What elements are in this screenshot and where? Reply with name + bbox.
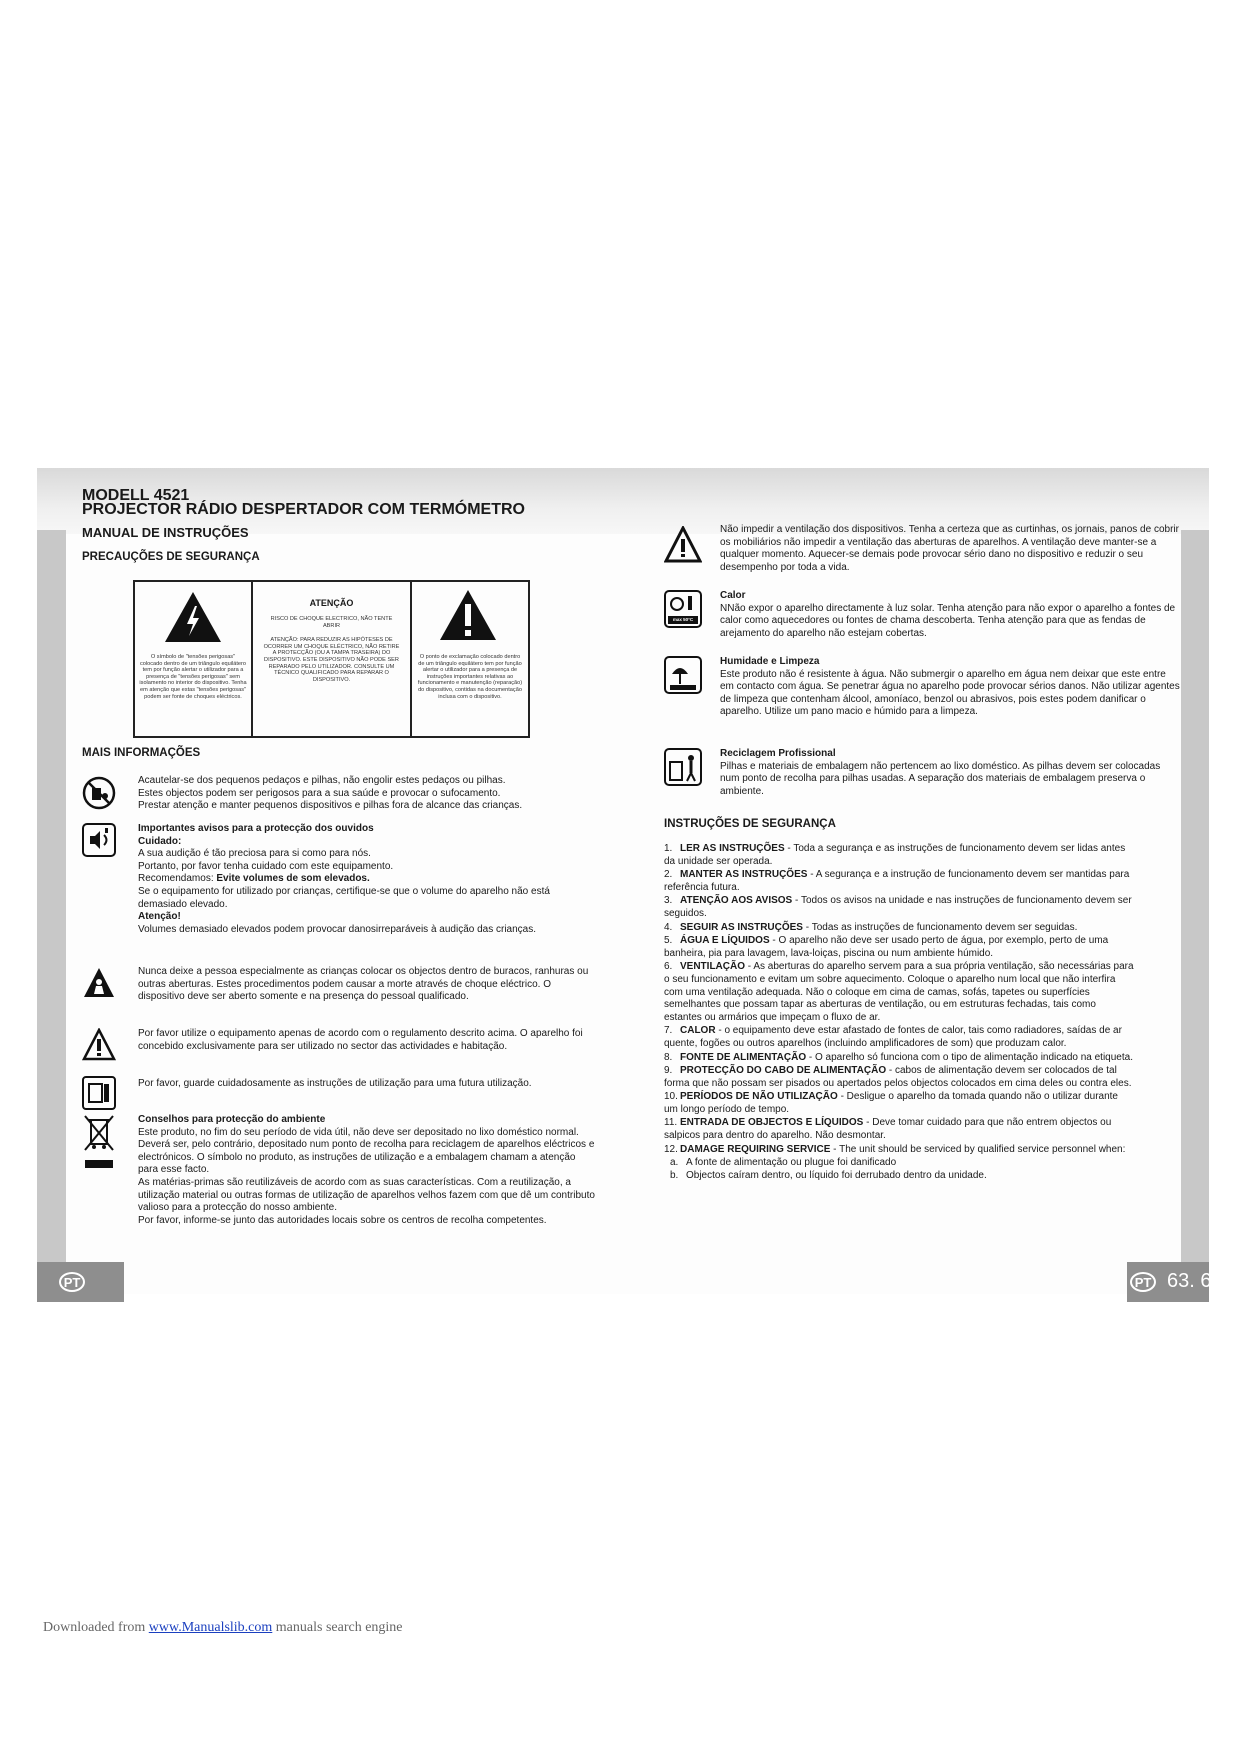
safety-item-number: 2.: [664, 869, 673, 881]
safety-item-number: 4.: [664, 921, 673, 933]
safety-item-text: - Todas as instruções de funcionamento devem ser seguidas.: [802, 921, 1078, 933]
ventilation-note: Não impedir a ventilação dos dispositivos. Tenha a certeza que as curtinhas, os jornais, panos de cobrir os mobiliários não impedir a ventilação das aberturas de aparelhos. A ventilação deve manter-se a qualquer momento. Aquecer-se demais pode provocar sério dano no dispositivo e reduzir o seu desempenho por toda a vida.: [720, 524, 1179, 573]
hearing-caution: Cuidado:: [138, 835, 182, 847]
warning-right-panel: [412, 582, 528, 736]
safety-item-text: - A segurança e a instrução de funcionamento devem ser mantidas para referência futura.: [664, 869, 1130, 893]
safety-item: [664, 1025, 1134, 1050]
small-parts-warning: [138, 775, 598, 813]
weee-bin-icon: [82, 1114, 116, 1172]
safety-item-label: PROTECÇÃO DO CABO DE ALIMENTAÇÃO: [680, 1065, 887, 1077]
caution-icon: [82, 1028, 116, 1062]
precautions-title: PRECAUÇÕES DE SEGURANÇA: [82, 551, 260, 563]
safety-item-number: 3.: [664, 895, 673, 907]
safety-item-label: ÁGUA E LÍQUIDOS: [680, 935, 770, 947]
safety-sub-item-text: A fonte de alimentação ou plugue foi danificado: [686, 1157, 897, 1169]
safety-item: [664, 1117, 1134, 1142]
safety-item-label: SEGUIR AS INSTRUÇÕES: [680, 921, 803, 933]
safety-item-label: ATENÇÃO AOS AVISOS: [680, 895, 793, 907]
page-number: 63. 6: [1167, 1270, 1212, 1292]
ear-warning-icon: [82, 823, 116, 857]
small-parts-line-2: Estes objectos podem ser perigosos para a sua saúde e provocar o sufocamento.: [138, 787, 501, 799]
recycling-icon: [664, 748, 702, 786]
safety-item-number: 8.: [664, 1051, 673, 1063]
safety-sub-item-text: Objectos caíram dentro, ou líquido foi derrubado dentro da unidade.: [686, 1169, 987, 1181]
moisture-heading: Humidade e Limpeza: [720, 656, 820, 667]
safety-sub-item-letter: b.: [670, 1169, 679, 1181]
intended-use-note: Por favor utilize o equipamento apenas de acordo com o regulamento descrito acima. O aparelho foi concebido exclusivamente para ser utilizado no sector das actividades e habitação.: [138, 1028, 583, 1052]
no-swallow-icon: [82, 776, 116, 810]
exclamation-note: O ponto de exclamação colocado dentro de um triângulo equilátero tem por função alertar o utilizador para a presença de instruções importantes relativas ao funcionamento e manutenção (reparação) do dispositivo, contidas na documentação inclusa com o dispositivo.: [417, 654, 523, 700]
warning-box: [133, 580, 530, 738]
safety-item-label: CALOR: [680, 1025, 716, 1037]
hearing-line-4: Se o equipamento for utilizado por crianças, certifique-se que o volume do aparelho não está demasiado elevado.: [138, 885, 550, 910]
safety-item-label: DAMAGE REQUIRING SERVICE: [680, 1143, 831, 1155]
manualslib-link[interactable]: www.Manualslib.com: [148, 1620, 273, 1635]
language-badge-left: PT: [59, 1272, 85, 1292]
safety-sub-item: [664, 1157, 1140, 1170]
safety-item-label: LER AS INSTRUÇÕES: [680, 843, 785, 854]
safety-item-text: - o equipamento deve estar afastado de fontes de calor, tais como radiadores, saídas de ar quente, fogões ou outros aparelhos (incluindo amplificadores de som) que produzam calor.: [664, 1025, 1122, 1049]
safety-item: [664, 1144, 1134, 1157]
safety-instructions-title: INSTRUÇÕES DE SEGURANÇA: [664, 818, 836, 830]
hearing-heading: Importantes avisos para a protecção dos ouvidos: [138, 823, 374, 834]
environment-text-1: Este produto, no fim do seu período de vida útil, não deve ser depositado no lixo doméstico normal. Deverá ser, pelo contrário, depositado num ponto de recolha para reciclagem de aparelhos eléctricos e electrónicos. O símbolo no produto, as instruções de utilização e a embalagem chamam a atenção para esse facto.: [138, 1126, 595, 1176]
model-title: MODELL 4521: [82, 487, 190, 504]
safety-item-text: - O aparelho só funciona com o tipo de alimentação indicado na etiqueta.: [806, 1051, 1133, 1063]
hearing-recommend-text: Evite volumes de som elevados.: [216, 873, 370, 885]
small-parts-line-3: Prestar atenção e manter pequenos dispositivos e pilhas fora de alcance das crianças.: [138, 800, 523, 812]
keep-instructions-note: Por favor, guarde cuidadosamente as instruções de utilização para uma futura utilização.: [138, 1078, 532, 1089]
right-margin-strip: [1181, 530, 1209, 1268]
safety-item: [664, 935, 1134, 960]
safety-sub-item-letter: a.: [670, 1157, 679, 1169]
safety-item-text: - cabos de alimentação devem ser colocados de tal forma que não possam ser pisados ou apertados pelos objectos colocados em cima deles ou contra eles.: [664, 1065, 1132, 1089]
environment-heading: Conselhos para protecção do ambiente: [138, 1114, 326, 1125]
hearing-line-1: A sua audição é tão preciosa para si como para nós.: [138, 848, 371, 860]
safety-item-text: - Todos os avisos na unidade e nas instruções de funcionamento devem ser seguidos.: [664, 895, 1132, 919]
safety-item-text: - Desligue o aparelho da tomada quando não o utilizar durante um longo período de tempo.: [664, 1091, 1118, 1115]
environment-advice: [138, 1114, 598, 1227]
safety-item-label: ENTRADA DE OBJECTOS E LÍQUIDOS: [680, 1117, 864, 1129]
manual-book-icon: [82, 1076, 116, 1110]
language-badge-right: PT: [1130, 1272, 1156, 1292]
recycling-section: [720, 748, 1180, 798]
safety-sub-item: [664, 1170, 1140, 1183]
hearing-recommend-label: Recomendamos:: [138, 873, 217, 885]
product-title: PROJECTOR RÁDIO DESPERTADOR COM TERMÓMETRO: [82, 501, 525, 518]
safety-item: [664, 1065, 1134, 1090]
warning-middle-panel: [251, 582, 412, 736]
safety-item: [664, 1052, 1134, 1065]
environment-text-2: As matérias-primas são reutilizáveis de acordo com as suas características. Com a reutilização, a utilização material ou outras formas de utilização de aparelhos velhos fazem com que dê um contributo valioso para a protecção do nosso ambiente.: [138, 1176, 595, 1214]
manual-title: MANUAL DE INSTRUÇÕES: [82, 525, 249, 540]
safety-item-text: - Deve tomar cuidado para que não entrem objectos ou salpicos para dentro do aparelho. Não desmontar.: [664, 1117, 1112, 1142]
safety-item-number: 5.: [664, 935, 673, 947]
safety-item-text: - As aberturas do aparelho servem para a sua própria ventilação, são necessárias para o seu funcionamento e evitam um sobre aquecimento. Coloque o aparelho num local que não interfira com uma ventilação adequada. Não o coloque em cima de camas, sofás, tapetes ou superfícies semelhantes que possam tapar as aberturas de ventilação, ou em estruturas fechadas, tais como estantes ou armários que impeçam o fluxo de ar.: [664, 961, 1134, 1023]
warning-line1: RISCO DE CHOQUE ELECTRICO, NÃO TENTE ABRIR: [270, 616, 393, 629]
warning-title: ATENÇÃO: [309, 598, 354, 608]
safety-item: [664, 922, 1134, 935]
hearing-attention: Atenção!: [138, 911, 181, 923]
hearing-line-5: Volumes demasiado elevados podem provocar danosirreparáveis à audição das crianças.: [138, 923, 537, 935]
safety-item-text: - O aparelho não deve ser usado perto de água, por exemplo, perto de uma banheira, pia para lavagem, lava-loiças, piscina ou num ambiente húmido.: [664, 935, 1109, 959]
moisture-section: [720, 656, 1180, 719]
objects-in-openings-warning: Nunca deixe a pessoa especialmente as crianças colocar os objectos dentro de buracos, ranhuras ou outras aberturas. Estes procedimentos podem causar a morte através de choque eléctrico. O dispositivo deve ser aberto somente e na presença do pessoal qualificado.: [138, 966, 589, 1003]
safety-item-number: 1.: [664, 843, 673, 854]
heat-text: NNão expor o aparelho directamente à luz solar. Tenha atenção para não expor o aparelho a fontes de calor como aquecedores ou fontes de chama descoberta. Tenha atenção para que as fendas de arejamento do aparelho não estejam cobertas.: [720, 602, 1176, 639]
safety-item: [664, 895, 1134, 920]
safety-item-text: - The unit should be serviced by qualified service personnel when:: [830, 1143, 1126, 1155]
download-footer: [43, 1620, 403, 1636]
left-margin-strip: [37, 530, 66, 1268]
ventilation-caution-icon: [664, 526, 702, 564]
footer-left-bar: [37, 1262, 124, 1302]
safety-item-number: 6.: [664, 961, 673, 973]
child-shock-icon: [82, 966, 116, 1000]
environment-text-3: Por favor, informe-se junto das autoridades locais sobre os centros de recolha competentes.: [138, 1214, 547, 1226]
safety-item: [664, 961, 1134, 1024]
safety-list: [664, 843, 1154, 1182]
safety-item-label: PERÍODOS DE NÃO UTILIZAÇÃO: [680, 1091, 838, 1103]
recycling-text: Pilhas e materiais de embalagem não pertencem ao lixo doméstico. As pilhas devem ser colocadas num ponto de recolha para pilhas usadas. A separação dos materiais de embalagem preserva o ambiente.: [720, 760, 1161, 797]
heat-heading: Calor: [720, 590, 746, 601]
small-parts-line-1: Acautelar-se dos pequenos pedaços e pilhas, não engolir estes pedaços ou pilhas.: [138, 775, 506, 786]
safety-item-number: 11.: [664, 1117, 678, 1129]
exclamation-icon: [438, 588, 498, 642]
hearing-warning: [138, 823, 598, 936]
download-suffix: manuals search engine: [272, 1620, 403, 1635]
safety-item-label: VENTILAÇÃO: [680, 961, 745, 973]
heat-section: [720, 590, 1180, 640]
safety-item-label: FONTE DE ALIMENTAÇÃO: [680, 1051, 807, 1063]
safety-item: [664, 1091, 1134, 1116]
safety-item-text: - Toda a segurança e as instruções de funcionamento devem ser lidas antes da unidade ser operada.: [664, 843, 1126, 867]
moisture-cleaning-icon: [664, 656, 702, 694]
safety-item: [664, 843, 1134, 868]
warning-left-panel: [135, 582, 251, 736]
recycling-heading: Reciclagem Profissional: [720, 748, 836, 759]
heat-max-icon: [664, 590, 702, 628]
safety-item-number: 10.: [664, 1091, 678, 1103]
safety-item-label: MANTER AS INSTRUÇÕES: [680, 869, 808, 881]
high-voltage-icon: [163, 590, 223, 644]
safety-item-number: 9.: [664, 1065, 673, 1077]
warning-line2: ATENÇÃO: PARA REDUZIR AS HIPÓTESES DE OCORRER UM CHOQUE ELÉCTRICO, NÃO RETIRE A PROTECÇÃO (OU A TAMPA TRASEIRA) DO DISPOSITIVO. ESTE DISPOSITIVO NÃO PODE SER REPARADO PELO UTILIZADOR. CONSULTE UM TÉCNICO QUALIFICADO PARA REPARAR O DISPOSITIVO.: [263, 637, 400, 683]
high-voltage-note: O símbolo de "tensões perigosas" colocado dentro de um triângulo equilátero tem por função alertar o utilizador para a presença de "tensões perigosas" sem isolamento no interior do dispositivo. Tenha em atenção que estas "tensões perigosas" podem ser fonte de choques eléctricos.: [139, 654, 247, 700]
more-info-title: MAIS INFORMAÇÕES: [82, 747, 201, 759]
moisture-text: Este produto não é resistente à água. Não submergir o aparelho em água nem deixar que este entre em contacto com água. Se penetrar água no aparelho pode provocar sérios danos. Não utilizar agentes de limpeza que contenham álcool, amoníaco, benzol ou abrasivos, pois estes podem danificar o aparelho. Utilize um pano macio e húmido para a limpeza.: [720, 668, 1180, 718]
heat-icon-label: max 50°C: [672, 617, 694, 622]
hearing-line-2: Portanto, por favor tenha cuidado com este equipamento.: [138, 860, 394, 872]
safety-item-number: 12.: [664, 1143, 678, 1155]
safety-item-number: 7.: [664, 1025, 673, 1037]
safety-item: [664, 869, 1134, 894]
download-prefix: Downloaded from: [43, 1620, 149, 1635]
